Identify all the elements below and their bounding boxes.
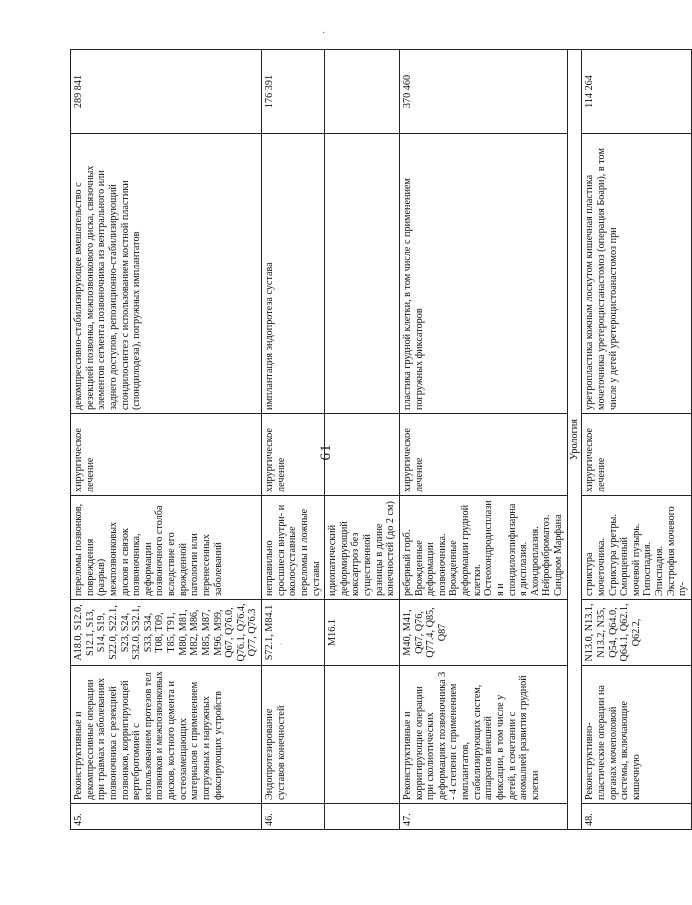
row-number: 48. — [582, 804, 692, 830]
scan-artifact: · — [322, 28, 326, 39]
method: уретропластика кожным лоскутом кишечная пластика мочеточника уретероцистанастомоз (операция Боари), в том числе у детей уретероцистоанастомоз при — [582, 134, 692, 414]
procedure-name: Эндопротезирование суставов конечностей — [262, 666, 325, 804]
empty-cell — [325, 50, 400, 134]
empty-cell — [325, 134, 400, 414]
method: имплантация эндопротеза сустава — [262, 134, 325, 414]
treatment-type: хирургическое лечение — [582, 414, 692, 496]
empty-cell — [325, 804, 400, 830]
cost-norm: 289 841 — [71, 50, 262, 134]
table-row — [582, 50, 692, 830]
row-number: 46. — [262, 804, 325, 830]
diagnosis: идиопатический деформирующий коксартроз без существенной разницы в длине конечностей (до 2 см) — [325, 496, 400, 600]
diagnosis: стриктура мочеточника. Стриктура уретры. Сморщенный мочевой пузырь. Гипоспадия. Эписпадия. Экстрофия мочевого пу- — [582, 496, 692, 600]
empty-cell — [325, 414, 400, 496]
treatment-type: хирургическое лечение — [262, 414, 325, 496]
table-row — [262, 50, 325, 830]
cost-norm: 370 460 — [399, 50, 567, 134]
section-title: Урология — [567, 50, 582, 830]
cost-norm: 176 391 — [262, 50, 325, 134]
diagnosis: переломы позвонков, повреждения (разрыв) межпозвонковых дисков и связок позвоночника, деформации позвоночного столба вследствие его врожденной патологии или перенесенных заболеваний — [71, 496, 262, 600]
treatment-type: хирургическое лечение — [71, 414, 262, 496]
table-row — [325, 50, 400, 830]
cost-norm: 114 264 — [582, 50, 692, 134]
procedures-table — [70, 49, 692, 830]
treatment-type: хирургическое лечение — [399, 414, 567, 496]
section-header-row — [567, 50, 582, 830]
diagnosis: неправильно сросшиеся внутри- и околосуставные переломы и ложные суставы — [262, 496, 325, 600]
method: декомпрессивно-стабилизирующее вмешательство с резекцией позвонка, межпозвонкового диска, связочных элементов сегмента позвоночника из вентрального или заднего доступов, репозиционно-стабилизирующий спондилосинтез с использованием костной пластики (спондилодеза), погружных имплантатов — [71, 134, 262, 414]
diagnosis: реберный горб. Врожденные деформации позвоночника. Врожденные деформации грудной клетки. Остеохондродисплазия и спондилоэпифизарная дисплазия. Ахондроплазия. Нейрофиброматоз. Синдром Марфана — [399, 496, 567, 600]
icd-codes: A18.0, S12.0, S12.1, S13, S14, S19, S22.0, S22.1, S23, S24, S32.0, S32.1, S33, S34, T08, T09, T85, T91, M80, M81, M82, M86, M85, M87, M96, M99, Q67, Q76.0, Q76.1, Q76.4, Q77, Q76.3 — [71, 600, 262, 666]
icd-codes: M16.1 — [325, 600, 400, 666]
rotated-table-container — [70, 50, 689, 830]
procedure-name: Реконструктивно-пластические операции на органах мочеполовой системы, включающие кишечную — [582, 666, 692, 804]
table-row — [71, 50, 262, 830]
row-number: 45. — [71, 804, 262, 830]
empty-cell — [325, 666, 400, 804]
icd-codes: N13.0, N13.1, N13.2, N35, Q54, Q64.0, Q64.1, Q62.1, Q62.2, — [582, 600, 692, 666]
procedure-name: Реконструктивные и декомпрессивные операции при травмах и заболеваниях позвоночника с резекцией позвонков, корригирующей вертебротомией с использованием протезов тел позвонков и межпозвонковых дисков, костного цемента и остеозамещающих материалов с применением погружных и наружных фиксирующих устройств — [71, 666, 262, 804]
method: пластика грудной клетки, в том числе с применением погружных фиксаторов — [399, 134, 567, 414]
scan-artifact: · — [280, 640, 283, 649]
icd-codes: M40, M41, Q67, Q76, Q77.4, Q85, Q87 — [399, 600, 567, 666]
icd-codes: S72.1, M84.1 — [262, 600, 325, 666]
row-number: 47. — [399, 804, 567, 830]
page-number: 61 — [318, 443, 334, 461]
table-row — [399, 50, 567, 830]
procedure-name: Реконструктивные и корригирующие операции при сколиотических деформациях позвоночника 3 - 4 степени с применением имплантатов, стабилизирующих систем, аппаратов внешней фиксации, в том числе у детей, в сочетании с аномалией развития грудной клетки — [399, 666, 567, 804]
